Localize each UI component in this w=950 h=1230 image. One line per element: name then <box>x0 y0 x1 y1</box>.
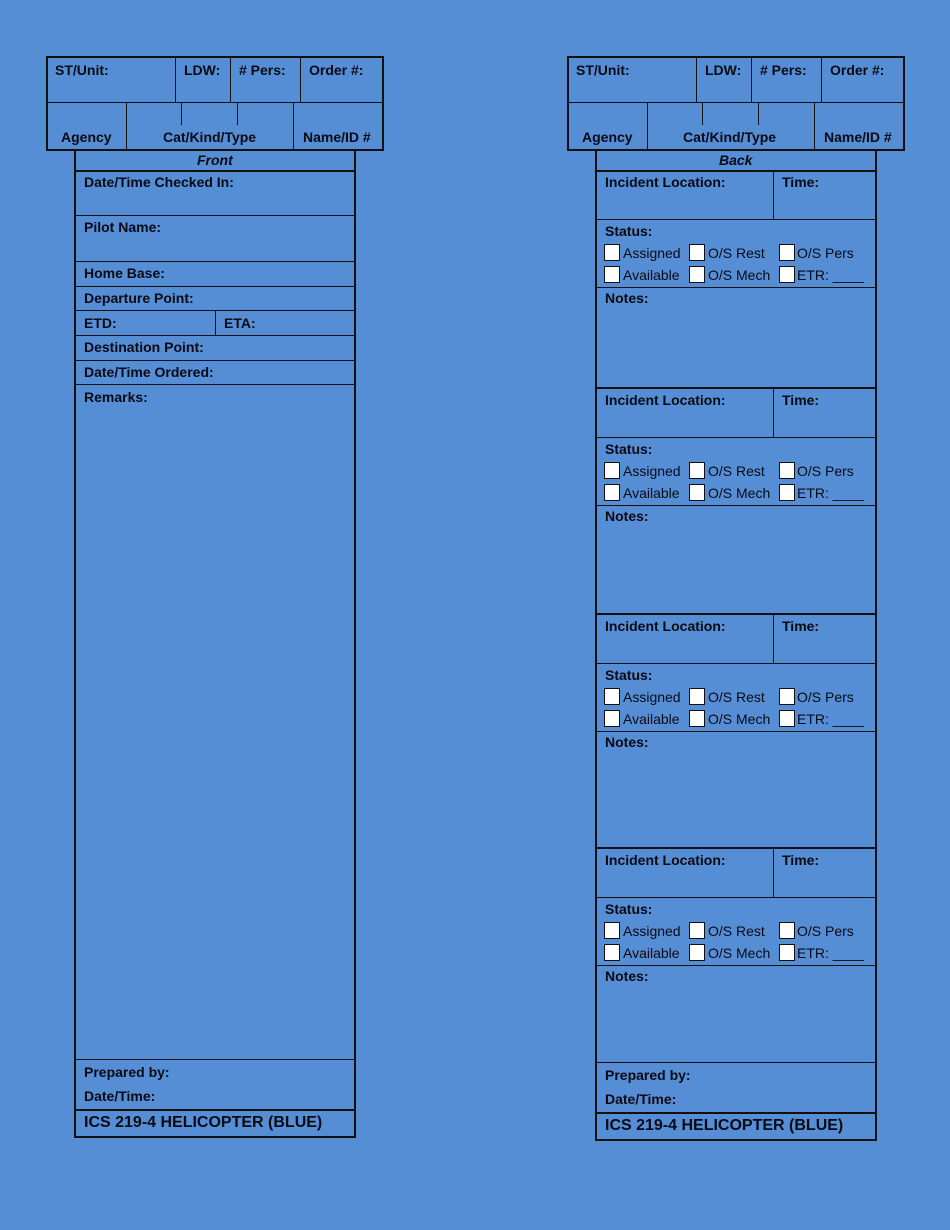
available-label: Available <box>623 945 680 961</box>
etr-label: ETR: ____ <box>797 945 864 961</box>
time-label: Time: <box>782 852 820 868</box>
os-mech-label: O/S Mech <box>708 267 771 283</box>
back-header-sep <box>647 103 648 150</box>
front-header-sep <box>175 57 176 103</box>
os-pers-label: O/S Pers <box>797 245 854 261</box>
time-sep <box>773 171 774 220</box>
st-unit-label: ST/Unit: <box>576 62 630 78</box>
os-pers-label: O/S Pers <box>797 689 854 705</box>
status-label: Status: <box>605 223 653 239</box>
os-mech-label: O/S Mech <box>708 711 771 727</box>
available-label: Available <box>623 711 680 727</box>
front-header-sep <box>126 103 127 150</box>
os-pers-checkbox[interactable] <box>779 244 795 261</box>
status-label: Status: <box>605 441 653 457</box>
back-divider <box>596 731 876 732</box>
os-pers-checkbox[interactable] <box>779 922 795 939</box>
time-label: Time: <box>782 174 820 190</box>
os-mech-checkbox[interactable] <box>689 266 705 283</box>
os-rest-label: O/S Rest <box>708 245 765 261</box>
front-header-divider <box>47 102 383 103</box>
front-divider <box>75 360 355 361</box>
front-prepared-by-label: Prepared by: <box>84 1064 170 1080</box>
st-unit-label: ST/Unit: <box>55 62 109 78</box>
available-checkbox[interactable] <box>604 710 620 727</box>
back-divider <box>596 287 876 288</box>
available-checkbox[interactable] <box>604 266 620 283</box>
os-rest-label: O/S Rest <box>708 923 765 939</box>
front-divider <box>75 170 355 172</box>
os-rest-checkbox[interactable] <box>689 922 705 939</box>
name-id-label: Name/ID # <box>824 129 892 145</box>
back-prepared-by-label: Prepared by: <box>605 1067 691 1083</box>
home-base-label: Home Base: <box>84 265 165 281</box>
pilot-name-label: Pilot Name: <box>84 219 162 235</box>
assigned-checkbox[interactable] <box>604 688 620 705</box>
notes-label: Notes: <box>605 734 649 750</box>
front-header-sep <box>237 103 238 125</box>
back-header-sep <box>751 57 752 103</box>
back-divider <box>596 437 876 438</box>
incident-location-label: Incident Location: <box>605 174 726 190</box>
front-header-sep <box>293 103 294 150</box>
back-header-sep <box>702 103 703 125</box>
front-date-time-label: Date/Time: <box>84 1088 156 1104</box>
os-mech-checkbox[interactable] <box>689 710 705 727</box>
agency-label: Agency <box>582 129 633 145</box>
agency-label: Agency <box>61 129 112 145</box>
remarks-label: Remarks: <box>84 389 148 405</box>
os-rest-label: O/S Rest <box>708 463 765 479</box>
pers-label: # Pers: <box>239 62 286 78</box>
pers-label: # Pers: <box>760 62 807 78</box>
front-divider <box>75 1059 355 1060</box>
etr-checkbox[interactable] <box>779 266 795 283</box>
order-label: Order #: <box>830 62 885 78</box>
back-divider <box>596 897 876 898</box>
os-mech-checkbox[interactable] <box>689 484 705 501</box>
cat-kind-type-label: Cat/Kind/Type <box>683 129 777 145</box>
back-divider <box>596 965 876 966</box>
available-label: Available <box>623 267 680 283</box>
available-label: Available <box>623 485 680 501</box>
date-time-checked-in-label: Date/Time Checked In: <box>84 174 234 190</box>
os-pers-checkbox[interactable] <box>779 462 795 479</box>
eta-label: ETA: <box>224 315 256 331</box>
os-pers-checkbox[interactable] <box>779 688 795 705</box>
back-header-divider <box>568 102 904 103</box>
etd-label: ETD: <box>84 315 117 331</box>
departure-point-label: Departure Point: <box>84 290 194 306</box>
front-divider <box>75 215 355 216</box>
time-label: Time: <box>782 618 820 634</box>
etr-checkbox[interactable] <box>779 484 795 501</box>
front-title: Front <box>197 152 233 168</box>
front-divider <box>75 1109 355 1111</box>
time-sep <box>773 849 774 898</box>
assigned-label: Assigned <box>623 245 681 261</box>
back-header-sep <box>814 103 815 150</box>
front-form-id: ICS 219-4 HELICOPTER (BLUE) <box>84 1114 323 1131</box>
notes-label: Notes: <box>605 290 649 306</box>
notes-label: Notes: <box>605 968 649 984</box>
available-checkbox[interactable] <box>604 944 620 961</box>
os-pers-label: O/S Pers <box>797 463 854 479</box>
incident-location-label: Incident Location: <box>605 392 726 408</box>
etr-label: ETR: ____ <box>797 711 864 727</box>
etd-eta-sep <box>215 311 216 336</box>
back-divider <box>596 663 876 664</box>
ldw-label: LDW: <box>184 62 221 78</box>
os-mech-label: O/S Mech <box>708 485 771 501</box>
incident-location-label: Incident Location: <box>605 852 726 868</box>
time-sep <box>773 389 774 438</box>
front-header-sep <box>300 57 301 103</box>
os-rest-checkbox[interactable] <box>689 244 705 261</box>
os-mech-checkbox[interactable] <box>689 944 705 961</box>
time-label: Time: <box>782 392 820 408</box>
back-header-sep <box>821 57 822 103</box>
back-header-sep <box>696 57 697 103</box>
assigned-label: Assigned <box>623 923 681 939</box>
ldw-label: LDW: <box>705 62 742 78</box>
front-divider <box>75 335 355 336</box>
etr-checkbox[interactable] <box>779 710 795 727</box>
back-divider <box>596 505 876 506</box>
destination-point-label: Destination Point: <box>84 339 204 355</box>
os-rest-checkbox[interactable] <box>689 688 705 705</box>
order-label: Order #: <box>309 62 364 78</box>
cat-kind-type-label: Cat/Kind/Type <box>163 129 257 145</box>
assigned-checkbox[interactable] <box>604 922 620 939</box>
front-divider <box>75 384 355 385</box>
front-divider <box>75 286 355 287</box>
assigned-checkbox[interactable] <box>604 244 620 261</box>
time-sep <box>773 615 774 664</box>
front-header-sep <box>230 57 231 103</box>
os-rest-label: O/S Rest <box>708 689 765 705</box>
incident-location-label: Incident Location: <box>605 618 726 634</box>
back-section-divider <box>596 847 876 849</box>
assigned-label: Assigned <box>623 689 681 705</box>
os-mech-label: O/S Mech <box>708 945 771 961</box>
front-divider <box>75 261 355 262</box>
front-header-sep <box>181 103 182 125</box>
status-label: Status: <box>605 667 653 683</box>
notes-label: Notes: <box>605 508 649 524</box>
assigned-label: Assigned <box>623 463 681 479</box>
etr-label: ETR: ____ <box>797 267 864 283</box>
os-pers-label: O/S Pers <box>797 923 854 939</box>
back-section-divider <box>596 613 876 615</box>
back-divider <box>596 219 876 220</box>
back-section-divider <box>596 387 876 389</box>
back-divider <box>596 170 876 172</box>
etr-checkbox[interactable] <box>779 944 795 961</box>
back-form-id: ICS 219-4 HELICOPTER (BLUE) <box>605 1117 844 1134</box>
back-title: Back <box>719 152 753 168</box>
back-divider <box>596 1112 876 1114</box>
back-divider <box>596 1062 876 1063</box>
status-label: Status: <box>605 901 653 917</box>
assigned-checkbox[interactable] <box>604 462 620 479</box>
name-id-label: Name/ID # <box>303 129 371 145</box>
back-header-sep <box>758 103 759 125</box>
os-rest-checkbox[interactable] <box>689 462 705 479</box>
date-time-ordered-label: Date/Time Ordered: <box>84 364 214 380</box>
etr-label: ETR: ____ <box>797 485 864 501</box>
available-checkbox[interactable] <box>604 484 620 501</box>
back-date-time-label: Date/Time: <box>605 1091 677 1107</box>
